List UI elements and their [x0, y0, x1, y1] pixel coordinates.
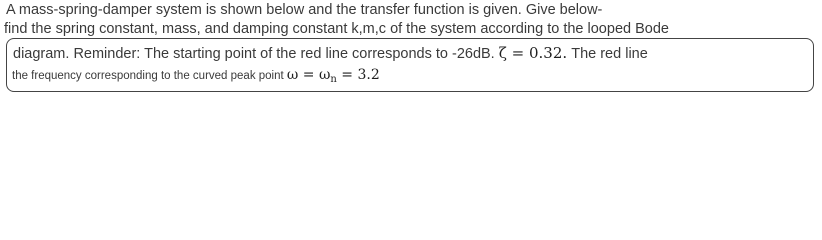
omega-value: 3.2 [357, 67, 380, 83]
question-line-1: A mass-spring-damper system is shown below and the transfer function is given. Give below- [6, 2, 603, 18]
zeta-equals: = [506, 44, 529, 62]
zeta-period: . [562, 44, 568, 62]
frequency-text: the frequency corresponding to the curved peak point [12, 70, 284, 82]
omega-symbol: ω [286, 67, 299, 83]
reminder-tail: The red line [571, 46, 648, 62]
zeta-symbol: ζ [498, 44, 507, 62]
omega-n-subscript: n [330, 74, 337, 85]
omega-n-symbol: ω [318, 67, 331, 83]
zeta-value: 0.32 [529, 44, 563, 62]
reminder-text: diagram. Reminder: The starting point of the red line corresponds to -26dB. [13, 46, 495, 62]
reminder-line-1 [13, 44, 648, 63]
reminder-line-2 [12, 66, 380, 89]
omega-equals-1: = [298, 67, 319, 83]
omega-equals-2: = [336, 67, 358, 83]
reminder-box [6, 38, 814, 92]
question-line-2: find the spring constant, mass, and damping constant k,m,c of the system according to the looped Bode [4, 21, 669, 37]
